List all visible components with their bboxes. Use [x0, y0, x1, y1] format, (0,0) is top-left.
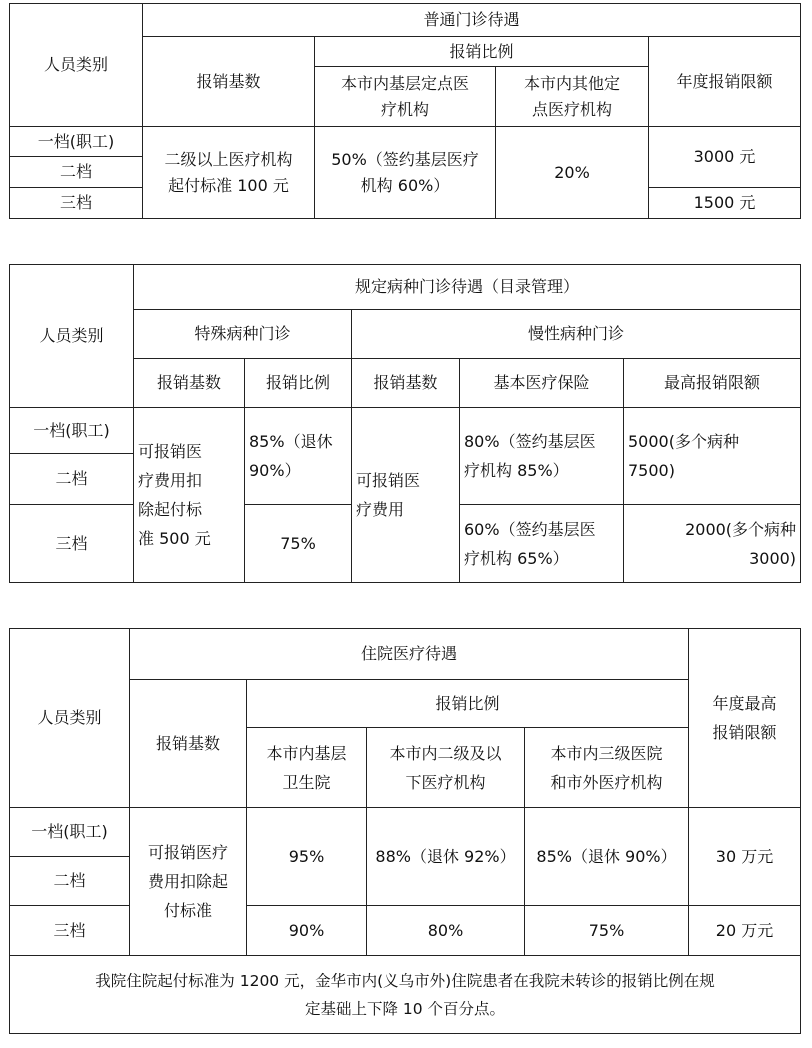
special-disease-header: 特殊病种门诊: [134, 310, 352, 359]
limit-tier-3: 1500 元: [649, 188, 801, 219]
chronic-disease-header: 慢性病种门诊: [352, 310, 801, 359]
insurance-tier-1-2: 80%（签约基层医 疗机构 85%）: [460, 408, 624, 505]
person-category-header: 人员类别: [10, 629, 130, 808]
special-ratio-tier-3: 75%: [245, 505, 352, 583]
special-ratio-tier-1-2: 85%（退休 90%）: [245, 408, 352, 505]
chronic-base-header: 报销基数: [352, 359, 460, 408]
other-institution-header: 本市内其他定 点医疗机构: [496, 67, 649, 127]
tier-1-label: 一档(职工): [10, 808, 130, 857]
general-outpatient-title: 普通门诊待遇: [143, 4, 801, 37]
special-ratio-header: 报销比例: [245, 359, 352, 408]
limit-tier-1-2: 30 万元: [689, 808, 801, 906]
tier-3-label: 三档: [10, 505, 134, 583]
col1-tier-3: 90%: [247, 906, 367, 956]
tier-2-label: 二档: [10, 857, 130, 906]
limit-tier-3: 20 万元: [689, 906, 801, 956]
max-limit-tier-3: 2000(多个病种 3000): [624, 505, 801, 583]
max-limit-tier-1-2: 5000(多个病种 7500): [624, 408, 801, 505]
tier-1-label: 一档(职工): [10, 408, 134, 454]
specified-disease-outpatient-table: [9, 264, 801, 583]
tertiary-institution-header: 本市内三级医院 和市外医疗机构: [525, 728, 689, 808]
ratio-header: 报销比例: [315, 37, 649, 67]
tier-3-label: 三档: [10, 188, 143, 219]
base-header: 报销基数: [143, 37, 315, 127]
ratio-header: 报销比例: [247, 680, 689, 728]
basic-institution-header: 本市内基层定点医 疗机构: [315, 67, 496, 127]
col1-tier-1-2: 95%: [247, 808, 367, 906]
col2-tier-3: 80%: [367, 906, 525, 956]
insurance-header: 基本医疗保险: [460, 359, 624, 408]
max-limit-header: 最高报销限额: [624, 359, 801, 408]
tier-2-label: 二档: [10, 454, 134, 505]
specified-disease-title: 规定病种门诊待遇（目录管理）: [134, 265, 801, 310]
special-base-header: 报销基数: [134, 359, 245, 408]
chronic-base-value: 可报销医 疗费用: [352, 408, 460, 583]
limit-tier-1-2: 3000 元: [649, 127, 801, 188]
inpatient-table: [9, 628, 801, 1034]
other-ratio-value: 20%: [496, 127, 649, 219]
tier-1-label: 一档(职工): [10, 127, 143, 157]
col3-tier-1-2: 85%（退休 90%）: [525, 808, 689, 906]
base-header: 报销基数: [130, 680, 247, 808]
general-outpatient-table: [9, 3, 801, 219]
base-value: 二级以上医疗机构 起付标准 100 元: [143, 127, 315, 219]
annual-max-header: 年度最高 报销限额: [689, 629, 801, 808]
inpatient-footnote: 我院住院起付标准为 1200 元，金华市内(义乌市外)住院患者在我院未转诊的报销比例在规 定基础上下降 10 个百分点。: [10, 956, 801, 1034]
annual-limit-header: 年度报销限额: [649, 37, 801, 127]
tier-2-label: 二档: [10, 157, 143, 188]
insurance-tier-3: 60%（签约基层医 疗机构 65%）: [460, 505, 624, 583]
col3-tier-3: 75%: [525, 906, 689, 956]
col2-tier-1-2: 88%（退休 92%）: [367, 808, 525, 906]
person-category-header: 人员类别: [10, 265, 134, 408]
basic-clinic-header: 本市内基层 卫生院: [247, 728, 367, 808]
inpatient-title: 住院医疗待遇: [130, 629, 689, 680]
secondary-institution-header: 本市内二级及以 下医疗机构: [367, 728, 525, 808]
base-value: 可报销医疗 费用扣除起 付标准: [130, 808, 247, 956]
tier-3-label: 三档: [10, 906, 130, 956]
person-category-header: 人员类别: [10, 4, 143, 127]
special-base-value: 可报销医 疗费用扣 除起付标 准 500 元: [134, 408, 245, 583]
basic-ratio-value: 50%（签约基层医疗 机构 60%）: [315, 127, 496, 219]
